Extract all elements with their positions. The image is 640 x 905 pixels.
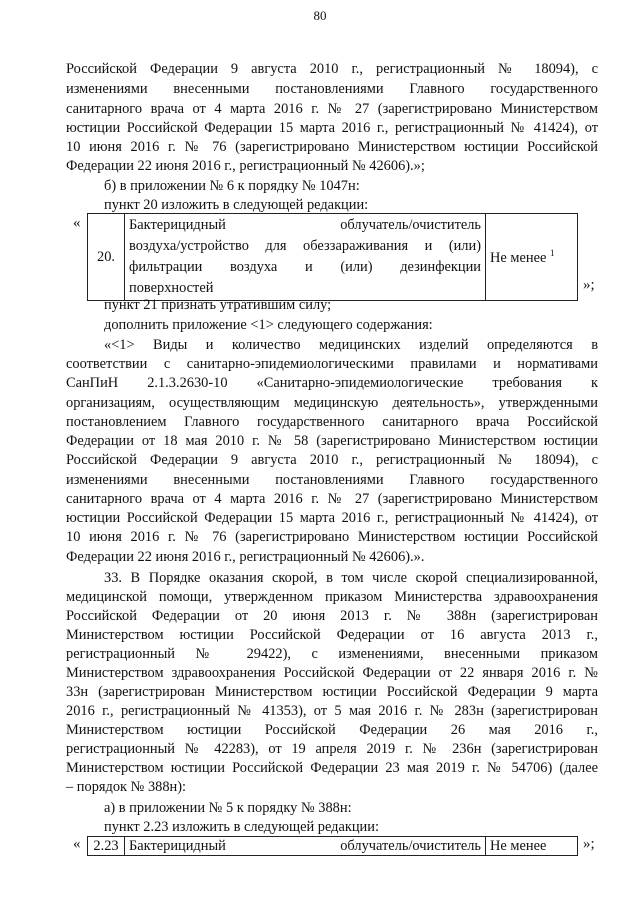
table2-open-quote: « bbox=[73, 836, 81, 852]
footnote-line: постановлением Главного государственного санитарного врача Российской bbox=[66, 414, 598, 430]
footnote-line: 10 июня 2016 г. № 76 (зарегистрировано Министерством юстиции Российской bbox=[66, 529, 598, 545]
footnote-line: организациям, осуществляющим медицинскую деятельность», утвержденными bbox=[66, 395, 598, 411]
table2-num: 2.23 bbox=[93, 837, 119, 854]
item-b-point-20: пункт 20 изложить в следующей редакции: bbox=[104, 197, 369, 213]
section33-line: регистрационный № 42283), от 19 апреля 2019 г. № 236н (зарегистрирован bbox=[66, 741, 598, 757]
table2-num-cell bbox=[88, 837, 125, 856]
section33-line: Министерством юстиции Российской Федерации 26 мая 2016 г., bbox=[66, 722, 598, 738]
table1-close-quote: »; bbox=[583, 277, 595, 293]
table1-value: Не менее bbox=[490, 249, 550, 266]
table1-desc-line: воздуха/устройство для обеззараживания и (или) bbox=[129, 238, 481, 254]
table2-close-quote: »; bbox=[583, 836, 595, 852]
body-line: изменениями внесенными постановлениями Главного государственного bbox=[66, 81, 598, 97]
section33-line: Министерством здравоохранения Российской Федерации от 22 января 2016 г. № bbox=[66, 665, 598, 681]
table1-value-cell bbox=[486, 214, 578, 301]
section33-line: Министерством юстиции Российской Федерации 23 мая 2019 г. № 54706) (далее bbox=[66, 760, 598, 776]
footnote-line: санитарного врача от 4 марта 2016 г. № 27 (зарегистрировано Министерством bbox=[66, 491, 598, 507]
section33-line: – порядок № 388н): bbox=[66, 779, 187, 795]
item-b: б) в приложении № 6 к порядку № 1047н: bbox=[104, 178, 360, 194]
footnote-line: СанПиН 2.1.3.2630-10 «Санитарно-эпидемиологические требования к bbox=[66, 375, 598, 391]
section33-line: 33. В Порядке оказания скорой, в том числе скорой специализированной, bbox=[104, 570, 598, 586]
item-a: а) в приложении № 5 к порядку № 388н: bbox=[104, 800, 352, 816]
table2-value: Не менее bbox=[490, 837, 547, 854]
table1-desc-line: Бактерицидный облучатель/очиститель bbox=[129, 217, 481, 233]
body-line: Российской Федерации 9 августа 2010 г., регистрационный № 18094), с bbox=[66, 61, 598, 77]
page-number: 80 bbox=[313, 8, 327, 23]
footnote-line: Российской Федерации 9 августа 2010 г., регистрационный № 18094), с bbox=[66, 452, 598, 468]
table1-desc-line: поверхностей bbox=[129, 280, 214, 296]
table-point-223 bbox=[87, 836, 578, 856]
table2-desc-cell bbox=[125, 837, 486, 856]
item-a-point-223: пункт 2.23 изложить в следующей редакции: bbox=[104, 819, 379, 835]
section33-line: Российской Федерации от 20 июня 2013 г. № 388н (зарегистрирован bbox=[66, 608, 598, 624]
footnote-line: изменениями внесенными постановлениями Главного государственного bbox=[66, 472, 598, 488]
add-appendix: дополнить приложение <1> следующего содержания: bbox=[104, 317, 433, 333]
section33-line: 33н (зарегистрирован Министерством юстиции Российской Федерации 9 марта bbox=[66, 684, 598, 700]
footnote-line: «<1> Виды и количество медицинских изделий определяются в bbox=[104, 337, 598, 353]
table1-value-superscript: 1 bbox=[549, 247, 555, 258]
body-line: Федерации 22 июня 2016 г., регистрационный № 42606).»; bbox=[66, 158, 425, 174]
table2-desc: Бактерицидный облучатель/очиститель bbox=[129, 838, 481, 854]
section33-line: медицинской помощи, утвержденном приказом Министерства здравоохранения bbox=[66, 589, 598, 605]
body-line: 10 июня 2016 г. № 76 (зарегистрировано Министерством юстиции Российской bbox=[66, 139, 598, 155]
section33-line: Министерством юстиции Российской Федерации от 16 августа 2013 г., bbox=[66, 627, 598, 643]
section33-line: 2016 г., регистрационный № 41353), от 5 мая 2016 г. № 283н (зарегистрирован bbox=[66, 703, 598, 719]
point-21: пункт 21 признать утратившим силу; bbox=[104, 297, 332, 313]
footnote-line: соответствии с санитарно-эпидемиологическими правилами и нормативами bbox=[66, 356, 598, 372]
table-row bbox=[88, 214, 578, 301]
table1-num-cell bbox=[88, 214, 125, 301]
footnote-line: Федерации 22 июня 2016 г., регистрационный № 42606).». bbox=[66, 549, 425, 565]
body-line: санитарного врача от 4 марта 2016 г. № 27 (зарегистрировано Министерством bbox=[66, 101, 598, 117]
table1-num: 20. bbox=[97, 248, 115, 265]
table1-desc-line: фильтрации воздуха и (или) дезинфекции bbox=[129, 259, 481, 275]
footnote-line: юстиции Российской Федерации 15 марта 2016 г., регистрационный № 41424), от bbox=[66, 510, 598, 526]
table1-desc-cell bbox=[125, 214, 486, 301]
table1-open-quote: « bbox=[73, 215, 81, 231]
body-line: юстиции Российской Федерации 15 марта 2016 г., регистрационный № 41424), от bbox=[66, 120, 598, 136]
table2-value-cell bbox=[486, 837, 578, 856]
footnote-line: Федерации от 18 мая 2010 г. № 58 (зарегистрировано Министерством юстиции bbox=[66, 433, 598, 449]
table-row bbox=[88, 837, 578, 856]
table-point-20 bbox=[87, 213, 578, 301]
section33-line: регистрационный № 29422), с изменениями, внесенными приказом bbox=[66, 646, 598, 662]
